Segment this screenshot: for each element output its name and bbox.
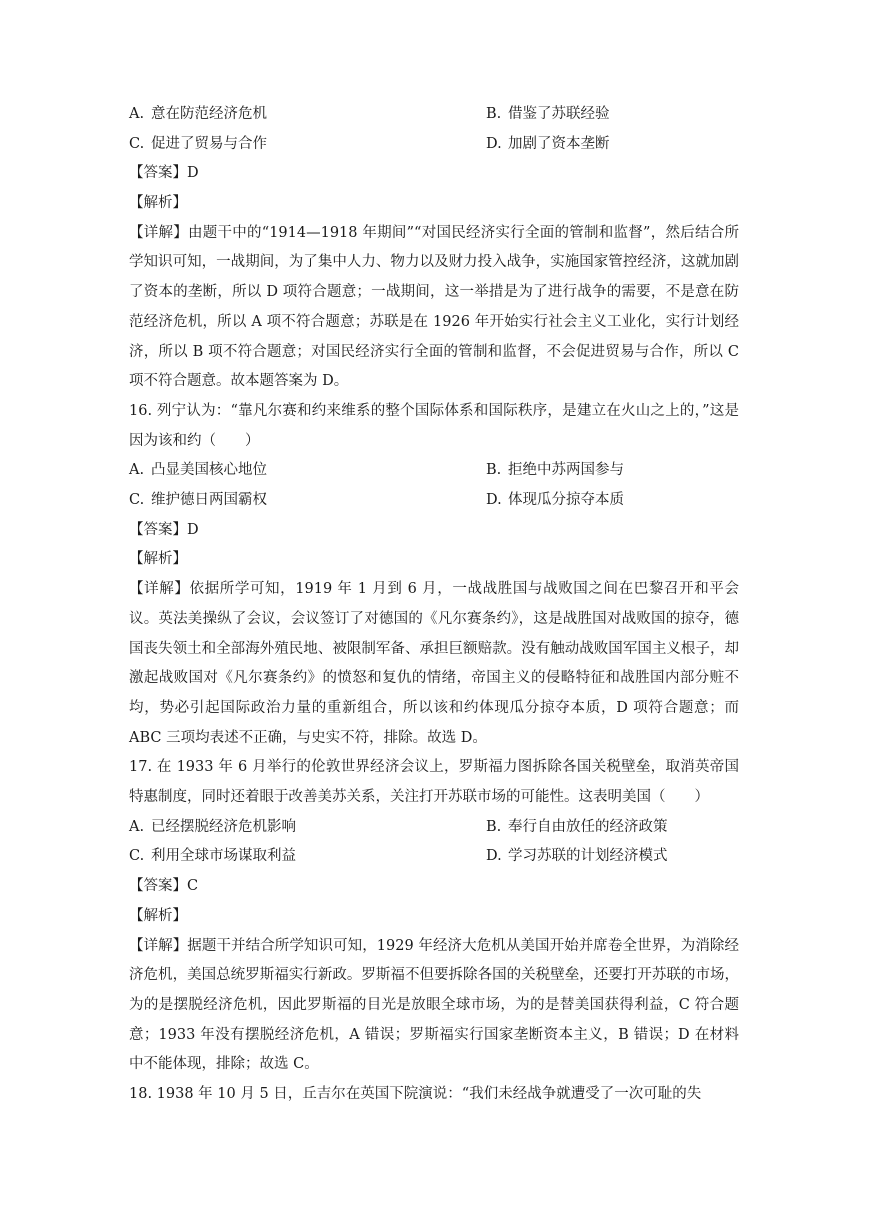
q16-options-row-2 (129, 486, 739, 516)
q16-answer: 【答案】D (129, 521, 199, 538)
q17-options-row-1 (129, 813, 739, 843)
q16-detail: 【详解】依据所学可知，1919 年 1 月到 6 月，一战战胜国与战败国之间在巴黎召开和平会议。英法美操纵了会议，会议签订了对德国的《凡尔赛条约》，这是战胜国对战败国的掠夺，德国丧失领土和全部海外殖民地、被限制军备、承担巨额赔款。没有触动战败国军国主义根子，却激起战败国对《凡尔赛条约》的愤怒和复仇的情绪，帝国主义的侵略特征和战胜国内部分赃不均，势必引起国际政治力量的重新组合，所以该和约体现瓜分掠夺本质，D 项符合题意；而 ABC 三项均表述不正确，与史实不符，排除。故选 D。 (129, 581, 739, 746)
q17-option-b: B. 奉行自由放任的经济政策 (486, 818, 668, 835)
q17-stem: 17. 在 1933 年 6 月举行的伦敦世界经济会议上，罗斯福力图拆除各国关税壁垒，取消英帝国特惠制度，同时还着眼于改善美苏关系，关注打开苏联市场的可能性。这表明美国（ ） (129, 759, 739, 806)
q17-analysis-label: 【解析】 (129, 907, 187, 924)
q15-option-a: A. 意在防范经济危机 (129, 106, 267, 122)
q15-answer: 【答案】D (129, 165, 199, 182)
q17-options-row-2 (129, 842, 739, 872)
q17-detail: 【详解】据题干并结合所学知识可知，1929 年经济大危机从美国开始并席卷全世界，为消除经济危机，美国总统罗斯福实行新政。罗斯福不但要拆除各国的关税壁垒，还要打开苏联的市场，为的是摆脱经济危机，因此罗斯福的目光是放眼全球市场，为的是替美国获得利益，C 符合题意；1933 年没有摆脱经济危机，A 错误；罗斯福实行国家垄断资本主义，B 错误；D 在材料中不能体现，排除；故选 C。 (129, 937, 739, 1073)
q15-analysis-label: 【解析】 (129, 195, 187, 212)
q17-option-a: A. 已经摆脱经济危机影响 (129, 818, 296, 835)
q18-stem: 18. 1938 年 10 月 5 日，丘吉尔在英国下院演说：“我们未经战争就遭受了一次可耻的失 (129, 1086, 702, 1103)
q17-option-d: D. 学习苏联的计划经济模式 (486, 848, 668, 865)
q15-detail: 【详解】由题干中的“1914—1918 年期间”“对国民经济实行全面的管制和监督”，然后结合所学知识可知，一战期间，为了集中人力、物力以及财力投入战争，实施国家管控经济，这就加剧了资本的垄断，所以 D 项符合题意；一战期间，这一举措是为了进行战争的需要，不是意在防范经济危机，所以 A 项不符合题意；苏联是在 1926 年开始实行社会主义工业化，实行计划经济，所以 B 项不符合题意；对国民经济实行全面的管制和监督，不会促进贸易与合作，所以 C 项不符合题意。故本题答案为 D。 (129, 224, 739, 390)
q15-option-d: D. 加剧了资本垄断 (486, 135, 610, 152)
q16-option-a: A. 凸显美国核心地位 (129, 462, 267, 479)
document-content (129, 100, 739, 1110)
q17-answer: 【答案】C (129, 878, 199, 895)
q15-option-c: C. 促进了贸易与合作 (129, 135, 267, 152)
q16-analysis-label: 【解析】 (129, 551, 187, 568)
q15-option-b: B. 借鉴了苏联经验 (486, 106, 610, 122)
q15-options-row-2 (129, 130, 739, 160)
q16-option-b: B. 拒绝中苏两国参与 (486, 462, 624, 479)
q16-option-d: D. 体现瓜分掠夺本质 (486, 492, 624, 509)
q16-option-c: C. 维护德日两国霸权 (129, 492, 267, 509)
q16-options-row-1 (129, 456, 739, 486)
q15-options-row-1 (129, 100, 739, 130)
q17-option-c: C. 利用全球市场谋取利益 (129, 848, 296, 865)
q16-stem: 16. 列宁认为：“靠凡尔赛和约来维系的整个国际体系和国际秩序，是建立在火山之上的，”这是因为该和约（ ） (129, 402, 739, 449)
